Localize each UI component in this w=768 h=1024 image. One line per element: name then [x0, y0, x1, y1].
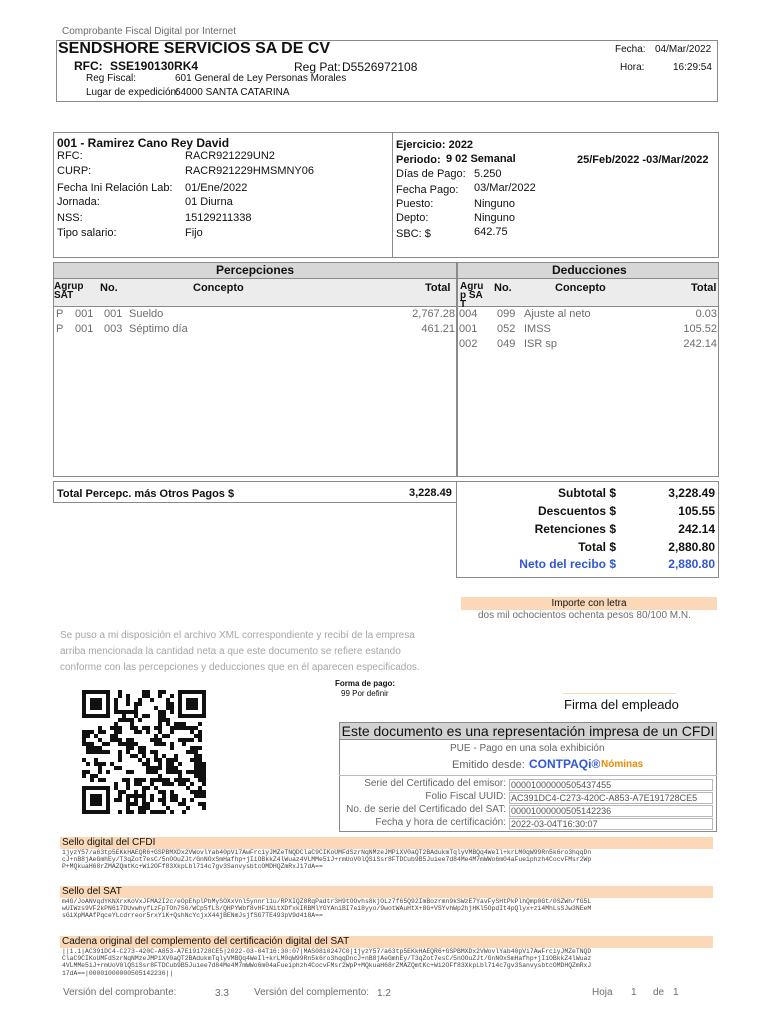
- percepciones-total-label: Total Percepc. más Otros Pagos $: [57, 488, 235, 500]
- totals-row-label: Retenciones $: [534, 522, 616, 536]
- depto-label: Depto:: [396, 212, 429, 224]
- ded-row-no: 052: [497, 323, 516, 335]
- rfc-label: RFC:: [74, 59, 103, 73]
- version-comprobante-label: Versión del comprobante:: [63, 987, 177, 998]
- rfc-value: SSE190130RK4: [110, 59, 199, 73]
- cert-row-value: 2022-03-04T16:30:07: [509, 818, 713, 830]
- importe-value: dos mil ochocientos ochenta pesos 80/100 M.N.: [478, 610, 691, 621]
- cert-row-value: AC391DC4-C273-420C-A853-A7E191728CE5: [509, 792, 713, 804]
- reg-fiscal-value: 601 General de Ley Personas Morales: [175, 73, 347, 84]
- ded-row-no: 099: [497, 308, 516, 320]
- fecha-pago-value: 03/Mar/2022: [474, 182, 536, 194]
- ded-row-sat: 002: [459, 338, 478, 350]
- periodo-value: 9 02 Semanal: [446, 153, 516, 165]
- puesto-label: Puesto:: [396, 198, 434, 210]
- ded-row-concepto: ISR sp: [524, 338, 558, 350]
- perc-row-no: 003: [104, 323, 123, 335]
- sello-sat-text: m4G/JoANVqdYKNXrxKoVxJFMA2I2c/eOpEhplPbMySOXxVnl5ynnrl1u/RPXIQZ8RqPadtr3H9tOOvhs8kjOLz7f65Q92ImBozrmn9kSWzE7YavFySHtPkPlhQmp0Gt/0SZWh/fG5L wUIWzs9VF2kPN617DUvwhyfLzFpTOh7S6/WCp5fLS/QHPYWbf8vHF1NitXDfxkIRBMlYGYAniBI7ei8yyo/9wotWAuHtX+8G+VSYvhWp2hjHKl5OpdIt4pQlyx+zi4MhLsSJw3NEeM sGiXpMAAfPqceYLcdrreor5rxYiK+QshNcYcjxX44jBENmJsjfSG7TE493pV9d418A==: [62, 898, 592, 920]
- dias-label: Días de Pago:: [396, 168, 466, 180]
- percepciones-col-total: Total: [425, 282, 451, 294]
- hora-label: Hora:: [620, 62, 645, 73]
- totals-row-value: 2,880.80: [668, 540, 715, 554]
- pue-text: PUE - Pago en una sola exhibición: [450, 743, 605, 754]
- employee-field-label: Fecha Ini Relación Lab:: [57, 182, 173, 194]
- ded-row-total: 0.03: [695, 308, 717, 320]
- hoja-label: Hoja: [592, 987, 613, 998]
- employee-field-label: CURP:: [57, 165, 92, 177]
- forma-pago-label: Forma de pago:: [335, 679, 396, 688]
- dias-value: 5.250: [474, 168, 502, 180]
- contpaqi-brand: CONTPAQi®: [529, 757, 601, 771]
- deducciones-col-concepto: Concepto: [555, 282, 606, 294]
- hoja-value: 1: [631, 987, 637, 998]
- depto-value: Ninguno: [474, 212, 515, 224]
- employee-field-value: 01/Ene/2022: [185, 182, 248, 194]
- fecha-label: Fecha:: [615, 44, 646, 55]
- neto-label: Neto del recibo $: [519, 557, 616, 571]
- forma-pago-value: 99 Por definir: [341, 689, 389, 698]
- perc-row-total: 461.21: [421, 323, 455, 335]
- disclaimer-line: arriba mencionada la cantidad neta a que este documento se refiere estando: [60, 646, 401, 657]
- perc-row-concepto: Séptimo día: [129, 323, 188, 335]
- employee-field-value: 15129211338: [185, 212, 252, 224]
- perc-row-agrup: P: [56, 308, 64, 320]
- percepciones-title: Percepciones: [216, 263, 295, 277]
- disclaimer-line: Se puso a mi disposición el archivo XML correspondiente y recibí de la empresa: [60, 630, 415, 641]
- percepciones-total-value: 3,228.49: [409, 487, 452, 499]
- employee-field-label: NSS:: [57, 212, 83, 224]
- totals-row-value: 3,228.49: [668, 486, 715, 500]
- reg-pat-value: D5526972108: [342, 60, 418, 74]
- cfdi-title: Este documento es una representación impresa de un CFDI: [339, 722, 717, 740]
- fecha-value: 04/Mar/2022: [655, 44, 712, 55]
- qr-code: [82, 690, 206, 814]
- de-label: de: [653, 987, 665, 998]
- perc-row-agrup: P: [56, 323, 64, 335]
- ded-row-total: 242.14: [683, 338, 717, 350]
- ded-row-sat: 001: [459, 323, 478, 335]
- puesto-value: Ninguno: [474, 198, 515, 210]
- ded-row-concepto: IMSS: [524, 323, 551, 335]
- employee-field-value: RACR921229UN2: [185, 150, 275, 162]
- sbc-value: 642.75: [474, 226, 508, 238]
- table-middle-divider: [456, 262, 458, 477]
- ejercicio: Ejercicio: 2022: [396, 139, 474, 151]
- percepciones-col-no: No.: [100, 282, 118, 294]
- perc-row-no: 001: [104, 308, 123, 320]
- cert-row-value: 00001000000505437455: [509, 779, 713, 791]
- cert-row-label: Folio Fiscal UUID:: [425, 791, 506, 802]
- ded-row-sat: 004: [459, 308, 478, 320]
- nominas-brand: Nóminas: [601, 759, 644, 770]
- employee-box: [53, 132, 719, 258]
- employee-field-label: RFC:: [57, 150, 83, 162]
- lugar-label: Lugar de expedición:: [86, 87, 179, 98]
- cfdi-separator: [339, 775, 717, 776]
- cert-row-label: No. de serie del Certificado del SAT:: [346, 804, 506, 815]
- sello-cfdi-title: Sello digital del CFDI: [60, 837, 713, 849]
- table-column-header-row: [53, 279, 719, 310]
- version-comprobante-value: 3.3: [215, 988, 229, 999]
- sbc-label: SBC: $: [396, 228, 431, 240]
- sello-sat-title: Sello del SAT: [60, 886, 713, 898]
- percepciones-col-concepto: Concepto: [193, 282, 244, 294]
- percepciones-col-agrup: Agrup SAT: [54, 281, 84, 301]
- sello-cfdi-text: 1jyzY57/a63tp5EKkHAEQR6+GSPBMXDx2VWovlYab40pVi7AwFrciyJMZeTNQDClaC9CIKoUMFdSzrNqNMzeJMPiXV0aQT2BAdukmTqlyVMBQq4WeIl+krLM0qW99Rn5k6ro3hqqDn cJ+nB8jAeGmhEy/T3qZot7esC/5nOOuZJt/GnNOxSmHafhp+jIiOBkkZ4lWuaz4VLMMe5iJ+rmUoV0lQSiSsr8FTDCub9B5Juiee7d84Me4M7mWWo6m04aFueiphzh4CocvFMsr2Wp P+MQkuaH68rZMAZQmtKc+Wi2OFf83XkpLbl714c7gv3SanvysbtcOMDHQZmRxJ17dA==: [62, 849, 592, 871]
- totals-row-label: Subtotal $: [557, 486, 616, 500]
- cert-row-label: Serie del Certificado del emisor:: [364, 778, 506, 789]
- cert-row-label: Fecha y hora de certificación:: [375, 817, 506, 828]
- reg-fiscal-label: Reg Fiscal:: [86, 73, 137, 84]
- totals-row-value: 242.14: [678, 522, 715, 536]
- emitido-label: Emitido desde:: [452, 759, 525, 771]
- perc-row-sat: 001: [75, 323, 94, 335]
- periodo-range: 25/Feb/2022 -03/Mar/2022: [577, 154, 709, 166]
- fecha-pago-label: Fecha Pago:: [396, 184, 459, 196]
- employee-field-label: Jornada:: [57, 196, 100, 208]
- disclaimer: [60, 628, 420, 676]
- totals-row-value: 105.55: [678, 504, 715, 518]
- ded-row-no: 049: [497, 338, 516, 350]
- cadena-text: ||1.1|AC391DC4-C273-420C-A853-A7E191728CE5|2022-03-04T16:30:07|MAS0810247C0|1jyzY57/a63tp5EKkHAEQR6+GSPBMXDx2VWovlYab40pVi7AwFrciyJMZeTNQD ClaC9CIKoUMFdSzrNqNMzeJMPiXV0aQT2BAdukmTqlyVMBQq4WeIl+krLM0qW99Rn5k6ro3hqqDncJ+nB8jAeGmhEy/T3qZot7esC/5nOOuZJt/GnNOxSmHafhp+jIiOBkkZ4lWuaz 4VLMMe5iJ+rmUoV0lQSiSsr8FTDCub9B5Juiee7d84Me4M7mWWo6m04aFueiphzh4CocvFMsr2WpP+MQkuaH68rZMAZQmtKc+Wi2OFf83XkpLbl714c7gv3SanvysbtcOMDHQZmRxJ 17dA==|00001000000505142236||: [62, 948, 592, 977]
- reg-pat-label: Reg Pat:: [294, 60, 341, 74]
- perc-row-concepto: Sueldo: [129, 308, 164, 320]
- ded-row-total: 105.52: [683, 323, 717, 335]
- deducciones-title: Deducciones: [552, 263, 627, 277]
- employee-field-value: Fijo: [185, 227, 203, 239]
- deducciones-col-total: Total: [691, 282, 717, 294]
- employee-divider: [392, 132, 393, 258]
- firma-label: Firma del empleado: [564, 697, 679, 712]
- periodo-label: Periodo:: [396, 154, 441, 166]
- totals-row-label: Descuentos $: [537, 504, 616, 518]
- cert-row-value: 00001000000505142236: [509, 805, 713, 817]
- company-name: SENDSHORE SERVICIOS SA DE CV: [58, 40, 331, 57]
- lugar-value: 64000 SANTA CATARINA: [175, 87, 290, 98]
- employee-field-label: Tipo salario:: [57, 227, 117, 239]
- version-complemento-label: Versión del complemento:: [254, 987, 370, 998]
- employee-field-value: RACR921229HMSMNY06: [185, 165, 314, 177]
- ded-row-concepto: Ajuste al neto: [524, 308, 591, 320]
- firma-line: [563, 693, 676, 694]
- version-complemento-value: 1.2: [377, 988, 391, 999]
- de-value: 1: [673, 987, 679, 998]
- perc-row-total: 2,767.28: [412, 308, 455, 320]
- deducciones-col-no: No.: [494, 282, 512, 294]
- disclaimer-line: conforme con las percepciones y deducciones que en él aparecen especificados.: [60, 662, 420, 673]
- importe-label: Importe con letra: [461, 597, 717, 610]
- totals-row-label: Total $: [578, 540, 616, 554]
- employee-name: 001 - Ramirez Cano Rey David: [57, 136, 230, 150]
- doc-type-label: Comprobante Fiscal Digital por Internet: [62, 26, 236, 37]
- employee-field-value: 01 Diurna: [185, 196, 233, 208]
- deducciones-col-agrup: Agru p SA T: [460, 281, 484, 310]
- perc-row-sat: 001: [75, 308, 94, 320]
- neto-value: 2,880.80: [668, 557, 715, 571]
- hora-value: 16:29:54: [673, 62, 712, 73]
- cadena-title: Cadena original del complemento del certificación digital del SAT: [60, 936, 713, 948]
